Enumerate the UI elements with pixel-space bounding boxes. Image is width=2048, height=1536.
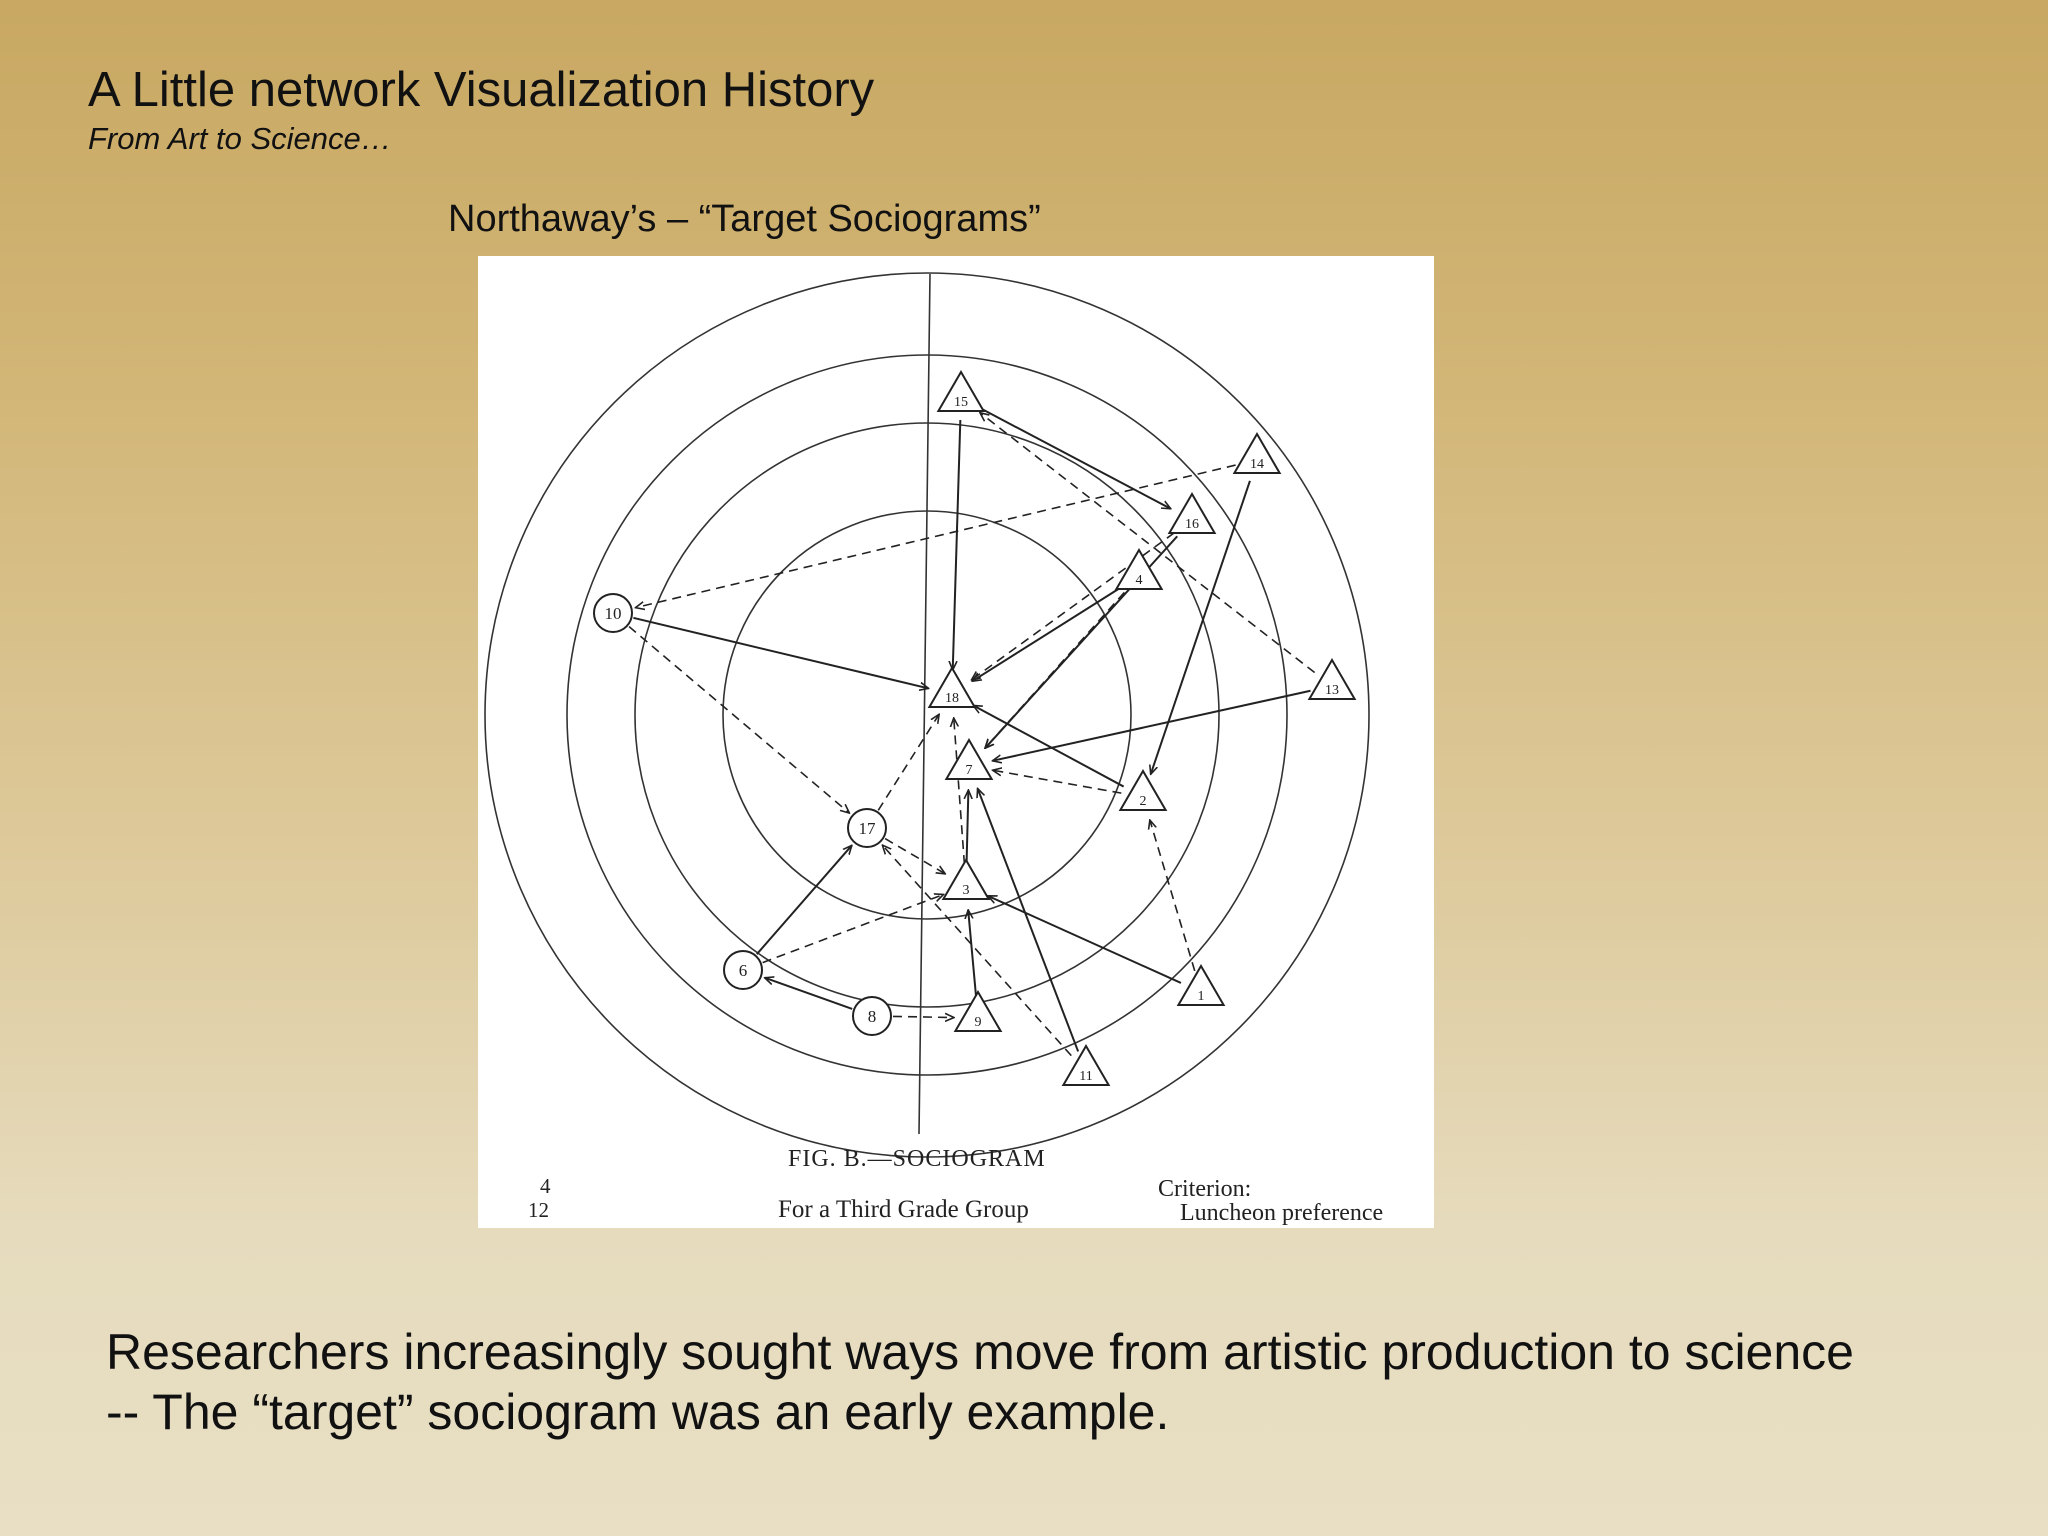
- edge-15-18: [953, 420, 961, 670]
- criterion-label: Criterion:: [1158, 1176, 1252, 1202]
- node-label: 8: [867, 1007, 877, 1026]
- node-label: 9: [974, 1015, 982, 1030]
- node-7: [946, 740, 991, 779]
- sociogram-figure: [478, 256, 1434, 1228]
- edge-9-3: [968, 910, 976, 996]
- ring-outer: [485, 273, 1369, 1157]
- node-16: [1169, 494, 1214, 533]
- node-label: 1: [1197, 989, 1205, 1004]
- edge-15-16: [980, 408, 1170, 509]
- edge-4-18: [972, 588, 1120, 681]
- edge-10-18: [633, 618, 928, 689]
- node-label: 4: [1135, 573, 1143, 588]
- edge-3-18: [954, 718, 965, 864]
- edge-2-18: [973, 705, 1124, 786]
- node-6: [724, 951, 762, 989]
- edge-3-7: [967, 790, 969, 864]
- slide-title: A Little network Visualization History: [88, 63, 875, 117]
- edge-17-18: [878, 714, 939, 810]
- node-15: [938, 372, 983, 411]
- margin-number: 4: [540, 1174, 551, 1198]
- figure-caption: Northaway’s – “Target Sociograms”: [448, 198, 1041, 240]
- ring-inner: [723, 511, 1131, 919]
- node-label: 2: [1139, 794, 1147, 809]
- slide-subtitle: From Art to Science…: [88, 121, 392, 156]
- target-sociogram: [478, 256, 1434, 1228]
- edge-17-3: [885, 839, 945, 874]
- criterion-value: Luncheon preference: [1180, 1200, 1384, 1226]
- node-2: [1120, 771, 1165, 810]
- node-9: [955, 992, 1000, 1031]
- node-label: 7: [965, 763, 973, 778]
- edge-2-7: [993, 770, 1122, 793]
- node-label: 13: [1325, 683, 1339, 698]
- node-label: 10: [604, 604, 622, 623]
- edge-16-18: [971, 533, 1174, 680]
- node-3: [943, 860, 988, 899]
- node-8: [853, 997, 891, 1035]
- axis-vertical: [919, 274, 930, 1134]
- node-label: 11: [1079, 1069, 1093, 1084]
- node-label: 15: [954, 395, 968, 410]
- edge-6-17: [757, 845, 852, 954]
- node-10: [594, 594, 632, 632]
- edge-11-7: [978, 788, 1079, 1051]
- node-label: 6: [738, 961, 748, 980]
- node-11: [1063, 1046, 1108, 1085]
- node-17: [848, 809, 886, 847]
- margin-number: 12: [528, 1198, 549, 1222]
- node-18: [929, 668, 974, 707]
- body-text: Researchers increasingly sought ways move from artistic production to science -- The “target” sociogram was an early example.: [106, 1324, 1854, 1440]
- figure-subtitle: For a Third Grade Group: [778, 1196, 1029, 1223]
- node-label: 3: [962, 883, 970, 898]
- edge-13-7: [992, 691, 1310, 761]
- edge-1-3: [988, 896, 1181, 983]
- node-label: 17: [858, 819, 876, 838]
- node-label: 14: [1250, 457, 1264, 472]
- node-13: [1309, 660, 1354, 699]
- figure-title: FIG. B.—SOCIOGRAM: [788, 1146, 1046, 1172]
- node-label: 16: [1185, 517, 1199, 532]
- edge-10-17: [629, 627, 849, 814]
- edge-8-9: [893, 1016, 954, 1017]
- node-1: [1178, 966, 1223, 1005]
- node-label: 18: [945, 691, 959, 706]
